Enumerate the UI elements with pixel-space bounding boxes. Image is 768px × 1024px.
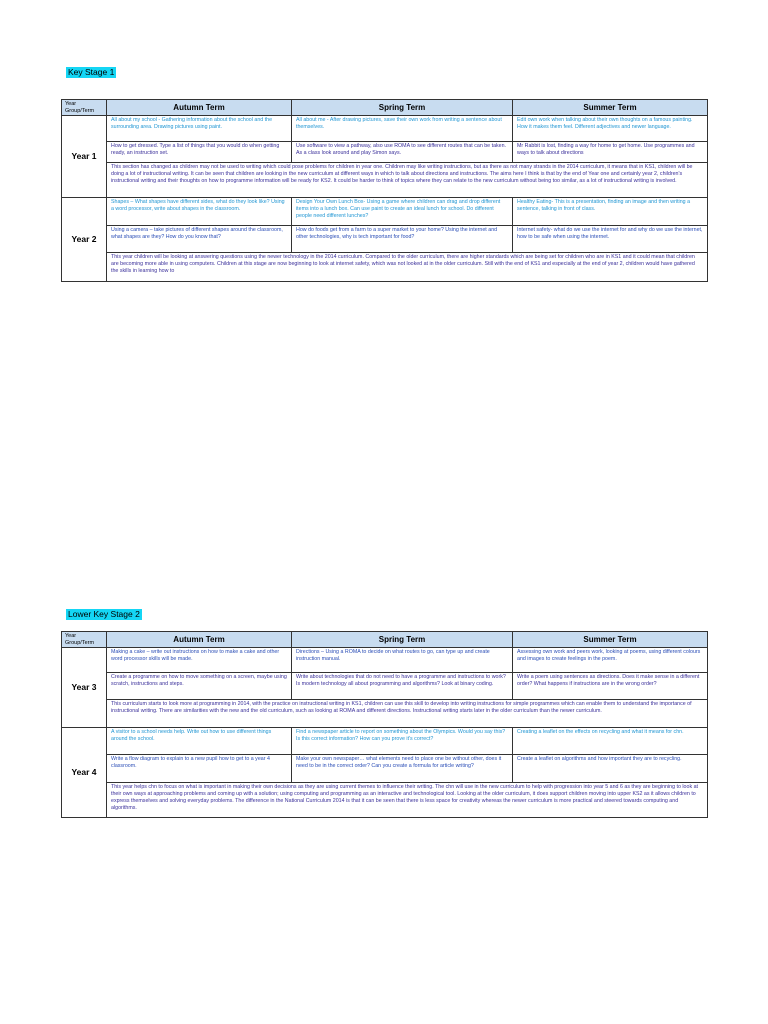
table-cell: Edit own work when talking about their own thoughts on a famous painting. How it makes them feel. Different adjectives and newer language.	[513, 116, 708, 142]
lower-key-stage-2-title: Lower Key Stage 2	[68, 609, 140, 619]
year-2-commentary: This year children will be looking at answering questions using the newer technology in the 2014 curriculum. Compared to the older curriculum, there are higher standards which are being set for children who are in KS1 and it could mean that children are becoming more able in using computers. Children at this stage are now beginning to look at internet safety, which was not looked at in the older curriculum. Still with the end of KS1 and especially at the end of year 2, children would have gathered the skills in learning how to	[107, 253, 708, 282]
table-cell: Find a newspaper article to report on something about the Olympics. Would you say this? Is this correct information? How can you prove it's correct?	[292, 728, 513, 755]
year-4-label: Year 4	[62, 728, 107, 818]
table-cell: How to get dressed. Type a list of things that you would do when getting ready, an instruction set.	[107, 142, 292, 163]
table-cell: How do foods get from a farm to a super market to your home? Using the internet and other technologies, why is tech important for food?	[292, 226, 513, 253]
summer-term-header: Summer Term	[513, 632, 708, 648]
table-cell: All about me - After drawing pictures, save their own work from writing a sentence about themselves.	[292, 116, 513, 142]
year-group-header: Year Group/Term	[62, 632, 107, 648]
table-cell: Internet safety- what do we use the internet for and why do we use the internet, how to be safe when using the internet.	[513, 226, 708, 253]
table-cell: Use software to view a pathway, also use ROMA to see different routes that can be taken. As a class look around and play Simon says.	[292, 142, 513, 163]
table-cell: Assessing own work and peers work, looking at poems, using different colours and images to create feelings in the poem.	[513, 648, 708, 673]
summer-term-header: Summer Term	[513, 100, 708, 116]
table-cell: Directions – Using a ROMA to decide on what routes to go, can type up and create instruction manual.	[292, 648, 513, 673]
spring-term-header: Spring Term	[292, 632, 513, 648]
year-4-commentary: This year helps chn to focus on what is important in making their own decisions as they are using current themes to influence their writing. The chn will use in the new curriculum to help with progression into year 5 and 6 as they are beginning to look at their own ways at approaching problems and coming up with a solution; using computing and programming as an interactive and technological tool. Looking at the older curriculum, it does support children moving into upper KS2 as it allows children to express themselves and solving everyday problems. The difference in the National Curriculum 2014 is that it can be seen that there is less space for creativity whereas the newer curriculum is more practical and steered towards computing and algorithms.	[107, 783, 708, 818]
table-cell: Shapes – What shapes have different sides, what do they look like? Using a word processor, write about shapes in the classroom.	[107, 198, 292, 226]
table-cell: Mr Rabbit is lost, finding a way for home to get home. Use programmes and ways to talk about directions	[513, 142, 708, 163]
table-cell: Write a flow diagram to explain to a new pupil how to get to a year 4 classroom.	[107, 755, 292, 783]
lower-key-stage-2-table	[61, 631, 708, 818]
table-cell: Write a poem using sentences as directions. Does it make sense in a different order? What happens if instructions are in the wrong order?	[513, 673, 708, 700]
table-cell: All about my school - Gathering information about the school and the surrounding area. Drawing pictures using paint.	[107, 116, 292, 142]
spring-term-header: Spring Term	[292, 100, 513, 116]
table-cell: A visitor to a school needs help. Write out how to use different things around the school.	[107, 728, 292, 755]
autumn-term-header: Autumn Term	[107, 100, 292, 116]
key-stage-1-title: Key Stage 1	[68, 67, 115, 77]
year-2-label: Year 2	[62, 198, 107, 282]
autumn-term-header: Autumn Term	[107, 632, 292, 648]
table-cell: Using a camera – take pictures of different shapes around the classroom, what shapes are they? How do you know that?	[107, 226, 292, 253]
table-cell: Healthy Eating- This is a presentation, finding an image and then writing a sentence, talking in front of class.	[513, 198, 708, 226]
table-cell: Creating a leaflet on the effects on recycling and what it means for chn.	[513, 728, 708, 755]
year-1-commentary: This section has changed as children may not be used to writing which could pose problems for children in year one. Children may like writing instructions, but as there as not many strands in the 2014 curriculum, it means that in KS1, children will be doing a lot of instructional writing. It can be seen that children are looking in the new curriculum at different ways in which to talk about directions and instructions. The aims here I think is that by the end of Year one and certainly year 2, children's instructional writing and their thoughts on how to programme information will be ready for KS2. It could be harder to think of topics where they can relate to the new curriculum without being too similar, as a lot of instructional writing is involved.	[107, 163, 708, 198]
table-cell: Making a cake – write out instructions on how to make a cake and other word processor skills will be made.	[107, 648, 292, 673]
table-cell: Write about technologies that do not need to have a programme and instructions to work? Is modern technology all about programming and algorithms? Look at binary coding.	[292, 673, 513, 700]
table-cell: Create a leaflet on algorithms and how important they are to recycling.	[513, 755, 708, 783]
table-cell: Make your own newspaper… what elements need to place one be without other, does it need to be in the correct order? Can you create a formula for article writing?	[292, 755, 513, 783]
table-cell: Design Your Own Lunch Box- Using a game where children can drag and drop different items into a lunch box. Can use paint to create an ideal lunch for school. Do different people need different lunches?	[292, 198, 513, 226]
key-stage-1-table	[61, 99, 708, 282]
year-3-label: Year 3	[62, 648, 107, 728]
year-3-commentary: This curriculum starts to look more at programming in 2014, with the practice on instructional writing in KS1, children can use this skill to develop into writing instructions for simple programmes which can enable them to understand the importance of instructional writing. There are similarities with the new and the old curriculum, such as looking at ROMA and different directions. Instructional writing starts later in the older curriculum than the newer curriculum.	[107, 700, 708, 728]
year-1-label: Year 1	[62, 116, 107, 198]
table-cell: Create a programme on how to move something on a screen, maybe using scratch, instructions and steps.	[107, 673, 292, 700]
year-group-header: Year Group/Term	[62, 100, 107, 116]
